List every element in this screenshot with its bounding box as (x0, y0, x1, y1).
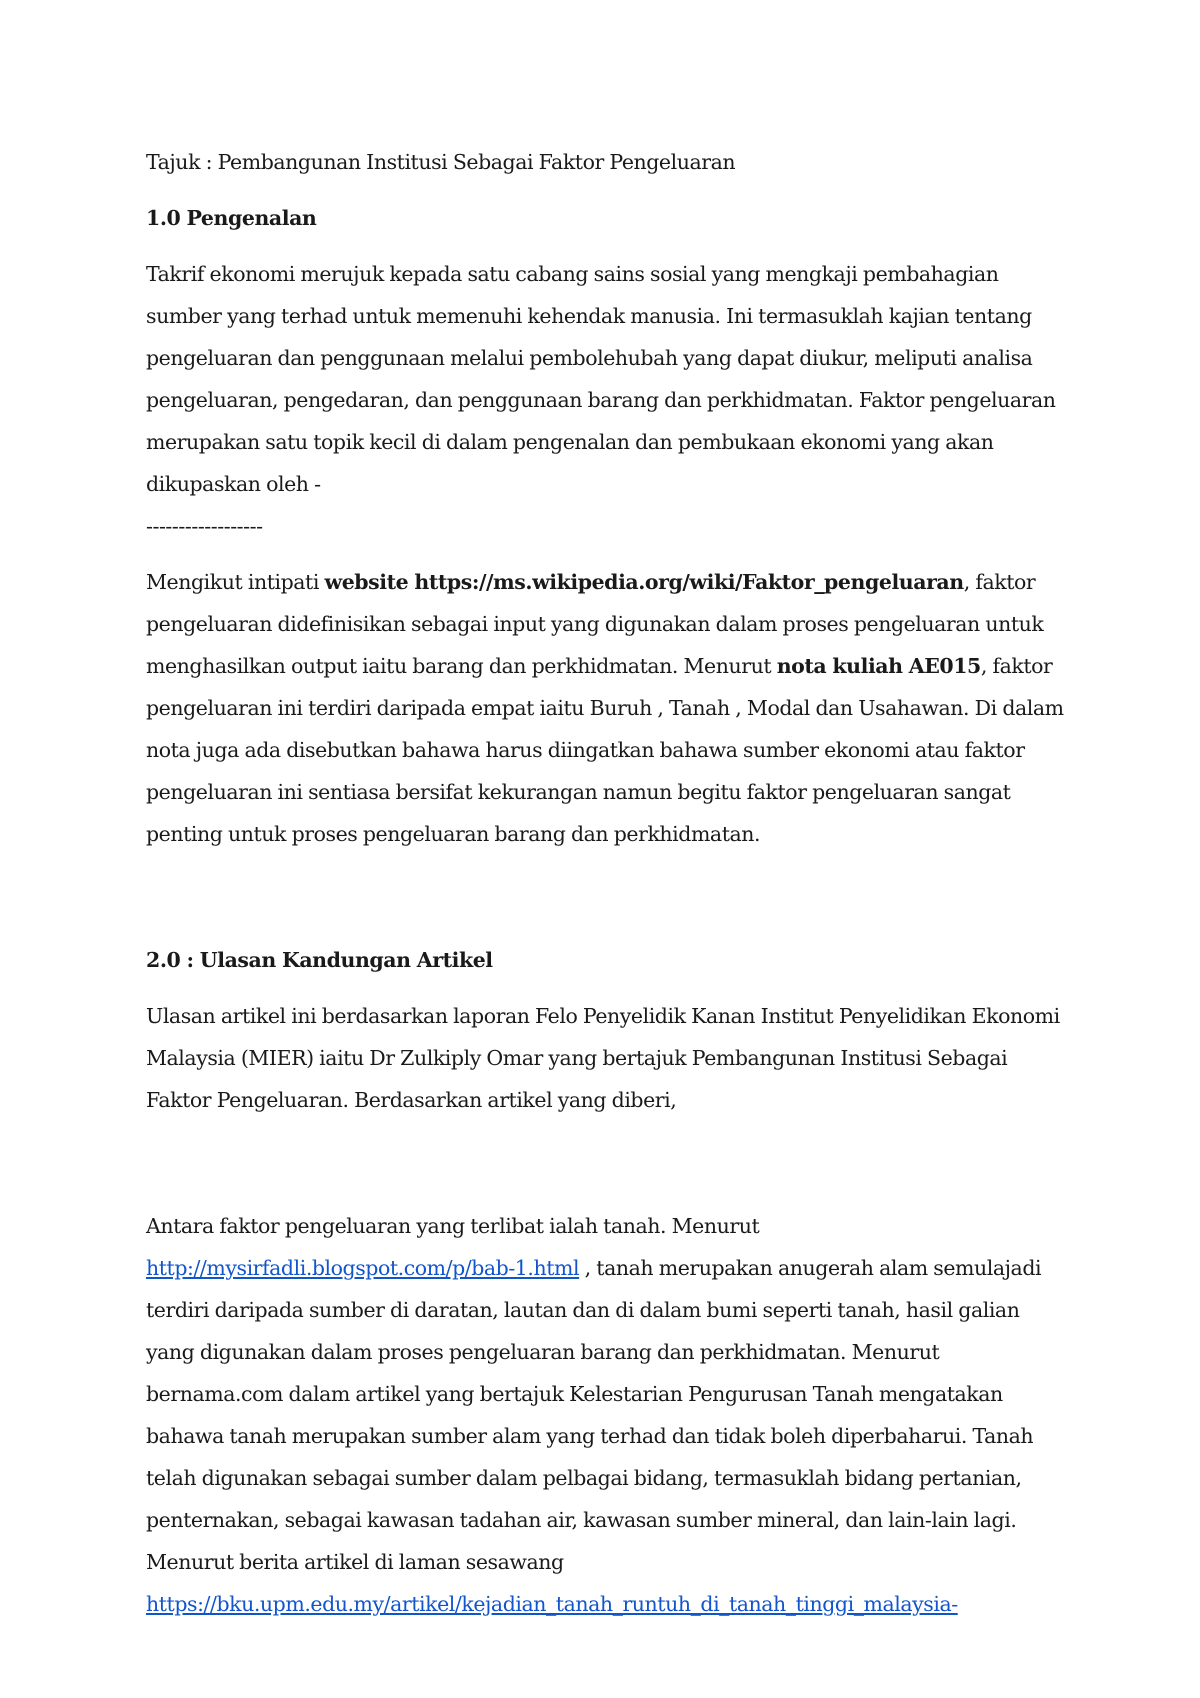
paragraph-text: , faktor pengeluaran ini terdiri daripada empat iaitu Buruh , Tanah , Modal dan Usahawan. Di dalam nota juga ada disebutkan bahawa harus diingatkan bahawa sumber ekonomi atau faktor pengeluaran ini sentiasa bersifat kekurangan namun begitu faktor pengeluaran sangat penting untuk proses pengeluaran barang dan perkhidmatan. (146, 654, 1064, 846)
bold-website-reference: website https://ms.wikipedia.org/wiki/Faktor_pengeluaran (324, 570, 964, 594)
section-2-paragraph-1: Ulasan artikel ini berdasarkan laporan Felo Penyelidik Kanan Institut Penyelidikan Ekonomi Malaysia (MIER) iaitu Dr Zulkiply Omar yang bertajuk Pembangunan Institusi Sebagai Faktor Pengeluaran. Berdasarkan artikel yang diberi, (146, 1004, 1060, 1112)
spacer (146, 239, 1066, 253)
bold-lecture-note-reference: nota kuliah AE015 (776, 654, 981, 678)
section-2-paragraph-2 (146, 1205, 1066, 1625)
paragraph-text: , faktor pengeluaran didefinisikan sebagai input yang digunakan dalam proses pengeluaran untuk menghasilkan output iaitu barang dan perkhidmatan. Menurut (146, 570, 1044, 678)
upm-article-link[interactable]: https://bku.upm.edu.my/artikel/kejadian_tanah_runtuh_di_tanah_tinggi_malaysia- (146, 1592, 958, 1616)
spacer (146, 1121, 1066, 1205)
spacer (146, 183, 1066, 197)
paragraph-text: Mengikut intipati (146, 570, 325, 594)
section-2-heading: 2.0 : Ulasan Kandungan Artikel (146, 948, 493, 972)
section-1-heading: 1.0 Pengenalan (146, 206, 317, 230)
paragraph-text: Takrif ekonomi merujuk kepada satu cabang sains sosial yang mengkaji pembahagian sumber yang terhad untuk memenuhi kehendak manusia. Ini termasuklah kajian tentang pengeluaran dan penggunaan melalui pembolehubah yang dapat diukur, meliputi analisa pengeluaran, pengedaran, dan penggunaan barang dan perkhidmatan. Faktor pengeluaran merupakan satu topik kecil di dalam pengenalan dan pembukaan ekonomi yang akan dikupaskan oleh - (146, 262, 1056, 496)
spacer (146, 547, 1066, 561)
paragraph-text: , tanah merupakan anugerah alam semulajadi terdiri daripada sumber di daratan, lautan dan di dalam bumi seperti tanah, hasil galian yang digunakan dalam proses pengeluaran barang dan perkhidmatan. Menurut bernama.com dalam artikel yang bertajuk Kelestarian Pengurusan Tanah mengatakan bahawa tanah merupakan sumber alam yang terhad dan tidak boleh diperbaharui. Tanah telah digunakan sebagai sumber dalam pelbagai bidang, termasuklah bidang pertanian, penternakan, sebagai kawasan tadahan air, kawasan sumber mineral, dan lain-lain lagi. Menurut berita artikel di laman sesawang (146, 1256, 1042, 1574)
spacer (146, 855, 1066, 939)
paragraph-text: Antara faktor pengeluaran yang terlibat ialah tanah. Menurut (146, 1214, 760, 1238)
section-1-paragraph-1 (146, 253, 1066, 547)
section-1-paragraph-2 (146, 561, 1066, 855)
document-title: Tajuk : Pembangunan Institusi Sebagai Faktor Pengeluaran (146, 150, 736, 174)
blogspot-link[interactable]: http://mysirfadli.blogspot.com/p/bab-1.html (146, 1256, 580, 1280)
spacer (146, 981, 1066, 995)
document-page (146, 141, 1066, 1625)
dash-line: ------------------ (146, 514, 263, 538)
